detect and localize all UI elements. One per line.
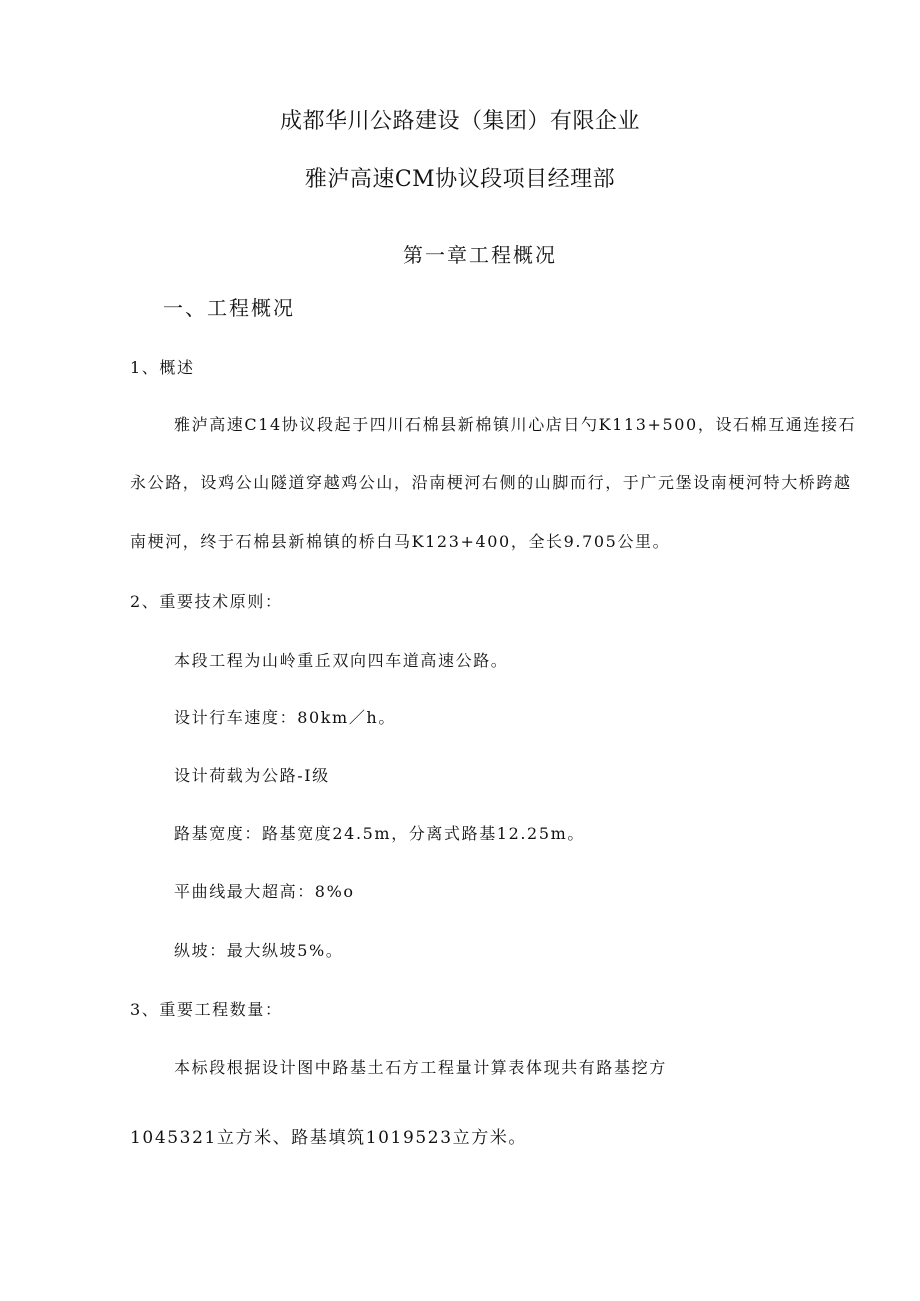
department-title: 雅泸高速CM协议段项目经理部 <box>304 167 616 192</box>
quantity-line: 1045321立方米、路基填筑1019523立方米。 <box>130 1128 528 1148</box>
tech-item: 路基宽度：路基宽度24.5m，分离式路基12.25m。 <box>174 824 585 843</box>
overview-line: 永公路，设鸡公山隧道穿越鸡公山，沿南梗河右侧的山脚而行，于广元堡设南梗河特大桥跨越 <box>130 473 852 492</box>
tech-item: 本段工程为山岭重丘双向四车道高速公路。 <box>174 651 509 670</box>
overview-line: 雅泸高速C14协议段起于四川石棉县新棉镇川心店日勺K113+500，设石棉互通连接石 <box>174 415 857 434</box>
quantity-heading: 3、重要工程数量： <box>130 1000 283 1019</box>
tech-item: 设计行车速度：80km／h。 <box>174 708 396 727</box>
tech-item: 纵坡：最大纵坡5%。 <box>174 941 344 960</box>
section-heading: 一、工程概况 <box>163 296 295 320</box>
tech-item: 平曲线最大超高：8%o <box>174 882 355 901</box>
overview-line: 南梗河，终于石棉县新棉镇的桥白马K123+400，全长9.705公里。 <box>130 532 671 551</box>
tech-item: 设计荷载为公路-I级 <box>174 766 330 785</box>
chapter-title: 第一章工程概况 <box>403 243 557 267</box>
overview-heading: 1、概述 <box>130 358 195 377</box>
quantity-line: 本标段根据设计图中路基土石方工程量计算表体现共有路基挖方 <box>174 1058 667 1077</box>
company-title: 成都华川公路建设（集团）有限企业 <box>279 109 640 134</box>
tech-heading: 2、重要技术原则： <box>130 592 283 611</box>
